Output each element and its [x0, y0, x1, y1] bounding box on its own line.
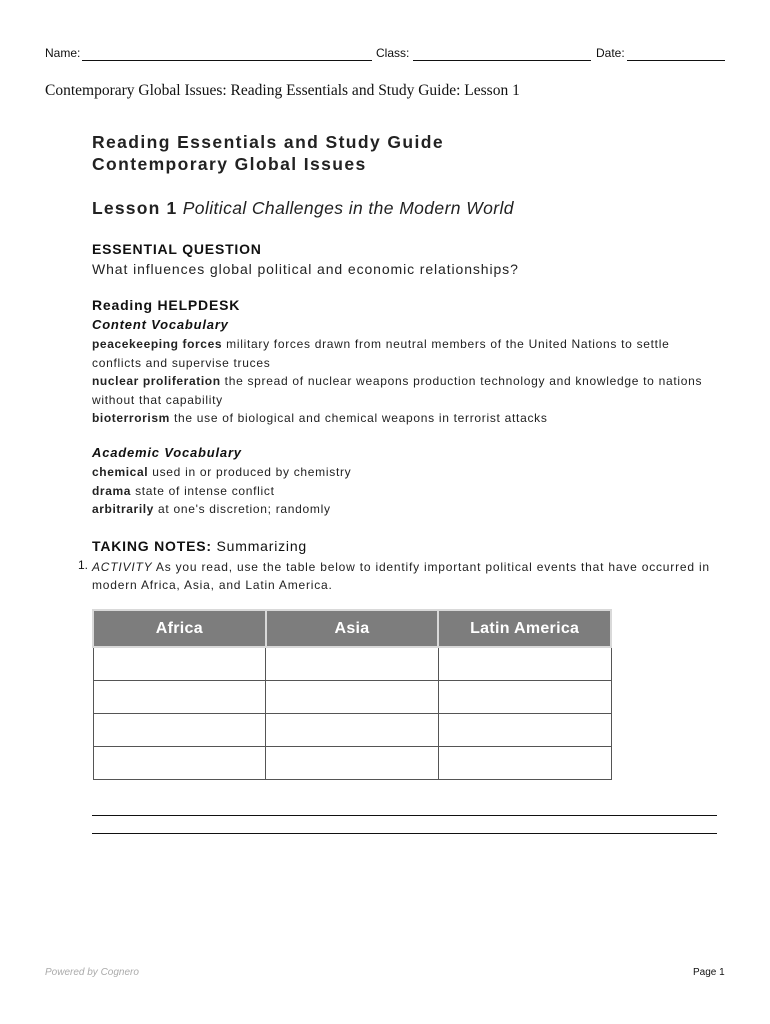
answer-line-2[interactable] [92, 833, 717, 834]
helpdesk-title: Reading HELPDESK [92, 297, 241, 313]
taking-notes-label: TAKING NOTES: [92, 538, 212, 554]
table-cell[interactable] [266, 681, 439, 714]
table-cell[interactable] [93, 714, 266, 747]
column-header-asia: Asia [266, 610, 439, 647]
vocab-entry [92, 463, 722, 482]
vocab-definition: the use of biological and chemical weapons in terrorist attacks [173, 411, 548, 425]
table-row [93, 747, 611, 780]
table-cell[interactable] [438, 714, 611, 747]
vocab-entry [92, 335, 722, 372]
table-row [93, 647, 611, 681]
table-cell[interactable] [93, 681, 266, 714]
vocab-definition: state of intense conflict [135, 483, 275, 498]
guide-title-line2: Contemporary Global Issues [92, 154, 367, 174]
activity-label: ACTIVITY [92, 560, 153, 574]
table-cell[interactable] [266, 647, 439, 681]
table-cell[interactable] [438, 747, 611, 780]
page-number: Page 1 [693, 967, 725, 978]
vocab-definition: military forces drawn from neutral members of the United Nations to settle conflicts and supervise truces [92, 337, 670, 370]
class-field[interactable] [413, 60, 591, 61]
academic-vocab-list [92, 463, 722, 519]
document-title: Contemporary Global Issues: Reading Essentials and Study Guide: Lesson 1 [45, 82, 520, 99]
table-cell[interactable] [438, 681, 611, 714]
academic-vocab-heading: Academic Vocabulary [92, 445, 242, 460]
activity-text: As you read, use the table below to identify important political events that have occurred in modern Africa, Asia, and Latin America. [92, 560, 710, 592]
vocab-entry [92, 482, 722, 501]
table-cell[interactable] [438, 647, 611, 681]
table-row [93, 714, 611, 747]
vocab-term: drama [92, 483, 132, 498]
essential-question-text: What influences global political and economic relationships? [92, 261, 519, 277]
taking-notes-heading [92, 538, 307, 554]
vocab-definition: used in or produced by chemistry [152, 465, 352, 479]
table-cell[interactable] [266, 747, 439, 780]
vocab-entry [92, 409, 722, 428]
table-header-row [93, 610, 611, 647]
vocab-term: nuclear proliferation [92, 374, 221, 388]
essential-question-label: ESSENTIAL QUESTION [92, 241, 262, 257]
vocab-definition: at one's discretion; randomly [158, 502, 331, 516]
answer-line-1[interactable] [92, 815, 717, 816]
vocab-entry [92, 500, 722, 519]
vocab-term: arbitrarily [92, 502, 154, 516]
vocab-term: chemical [92, 465, 149, 479]
name-label: Name: [45, 46, 81, 60]
column-header-africa: Africa [93, 610, 266, 647]
notes-table [92, 609, 612, 780]
lesson-title: Political Challenges in the Modern World [182, 198, 514, 218]
item-number: 1. [78, 558, 89, 572]
vocab-term: bioterrorism [92, 411, 170, 425]
table-cell[interactable] [266, 714, 439, 747]
date-label: Date: [596, 46, 625, 60]
vocab-term: peacekeeping forces [92, 337, 223, 351]
lesson-heading [92, 198, 514, 219]
taking-notes-skill: Summarizing [216, 538, 308, 554]
date-field[interactable] [627, 60, 725, 61]
vocab-definition: the spread of nuclear weapons production technology and knowledge to nations without that capability [92, 374, 703, 407]
vocab-entry [92, 372, 722, 409]
table-row [93, 681, 611, 714]
class-label: Class: [376, 46, 410, 60]
content-vocab-heading: Content Vocabulary [92, 317, 229, 332]
content-vocab-list [92, 335, 722, 428]
guide-title-line1: Reading Essentials and Study Guide [92, 132, 444, 152]
table-cell[interactable] [93, 647, 266, 681]
activity-instructions [92, 558, 712, 594]
lesson-label: Lesson 1 [92, 198, 178, 218]
table-cell[interactable] [93, 747, 266, 780]
powered-by-footer: Powered by Cognero [45, 967, 139, 978]
name-field[interactable] [82, 60, 372, 61]
column-header-latin-america: Latin America [438, 610, 611, 647]
